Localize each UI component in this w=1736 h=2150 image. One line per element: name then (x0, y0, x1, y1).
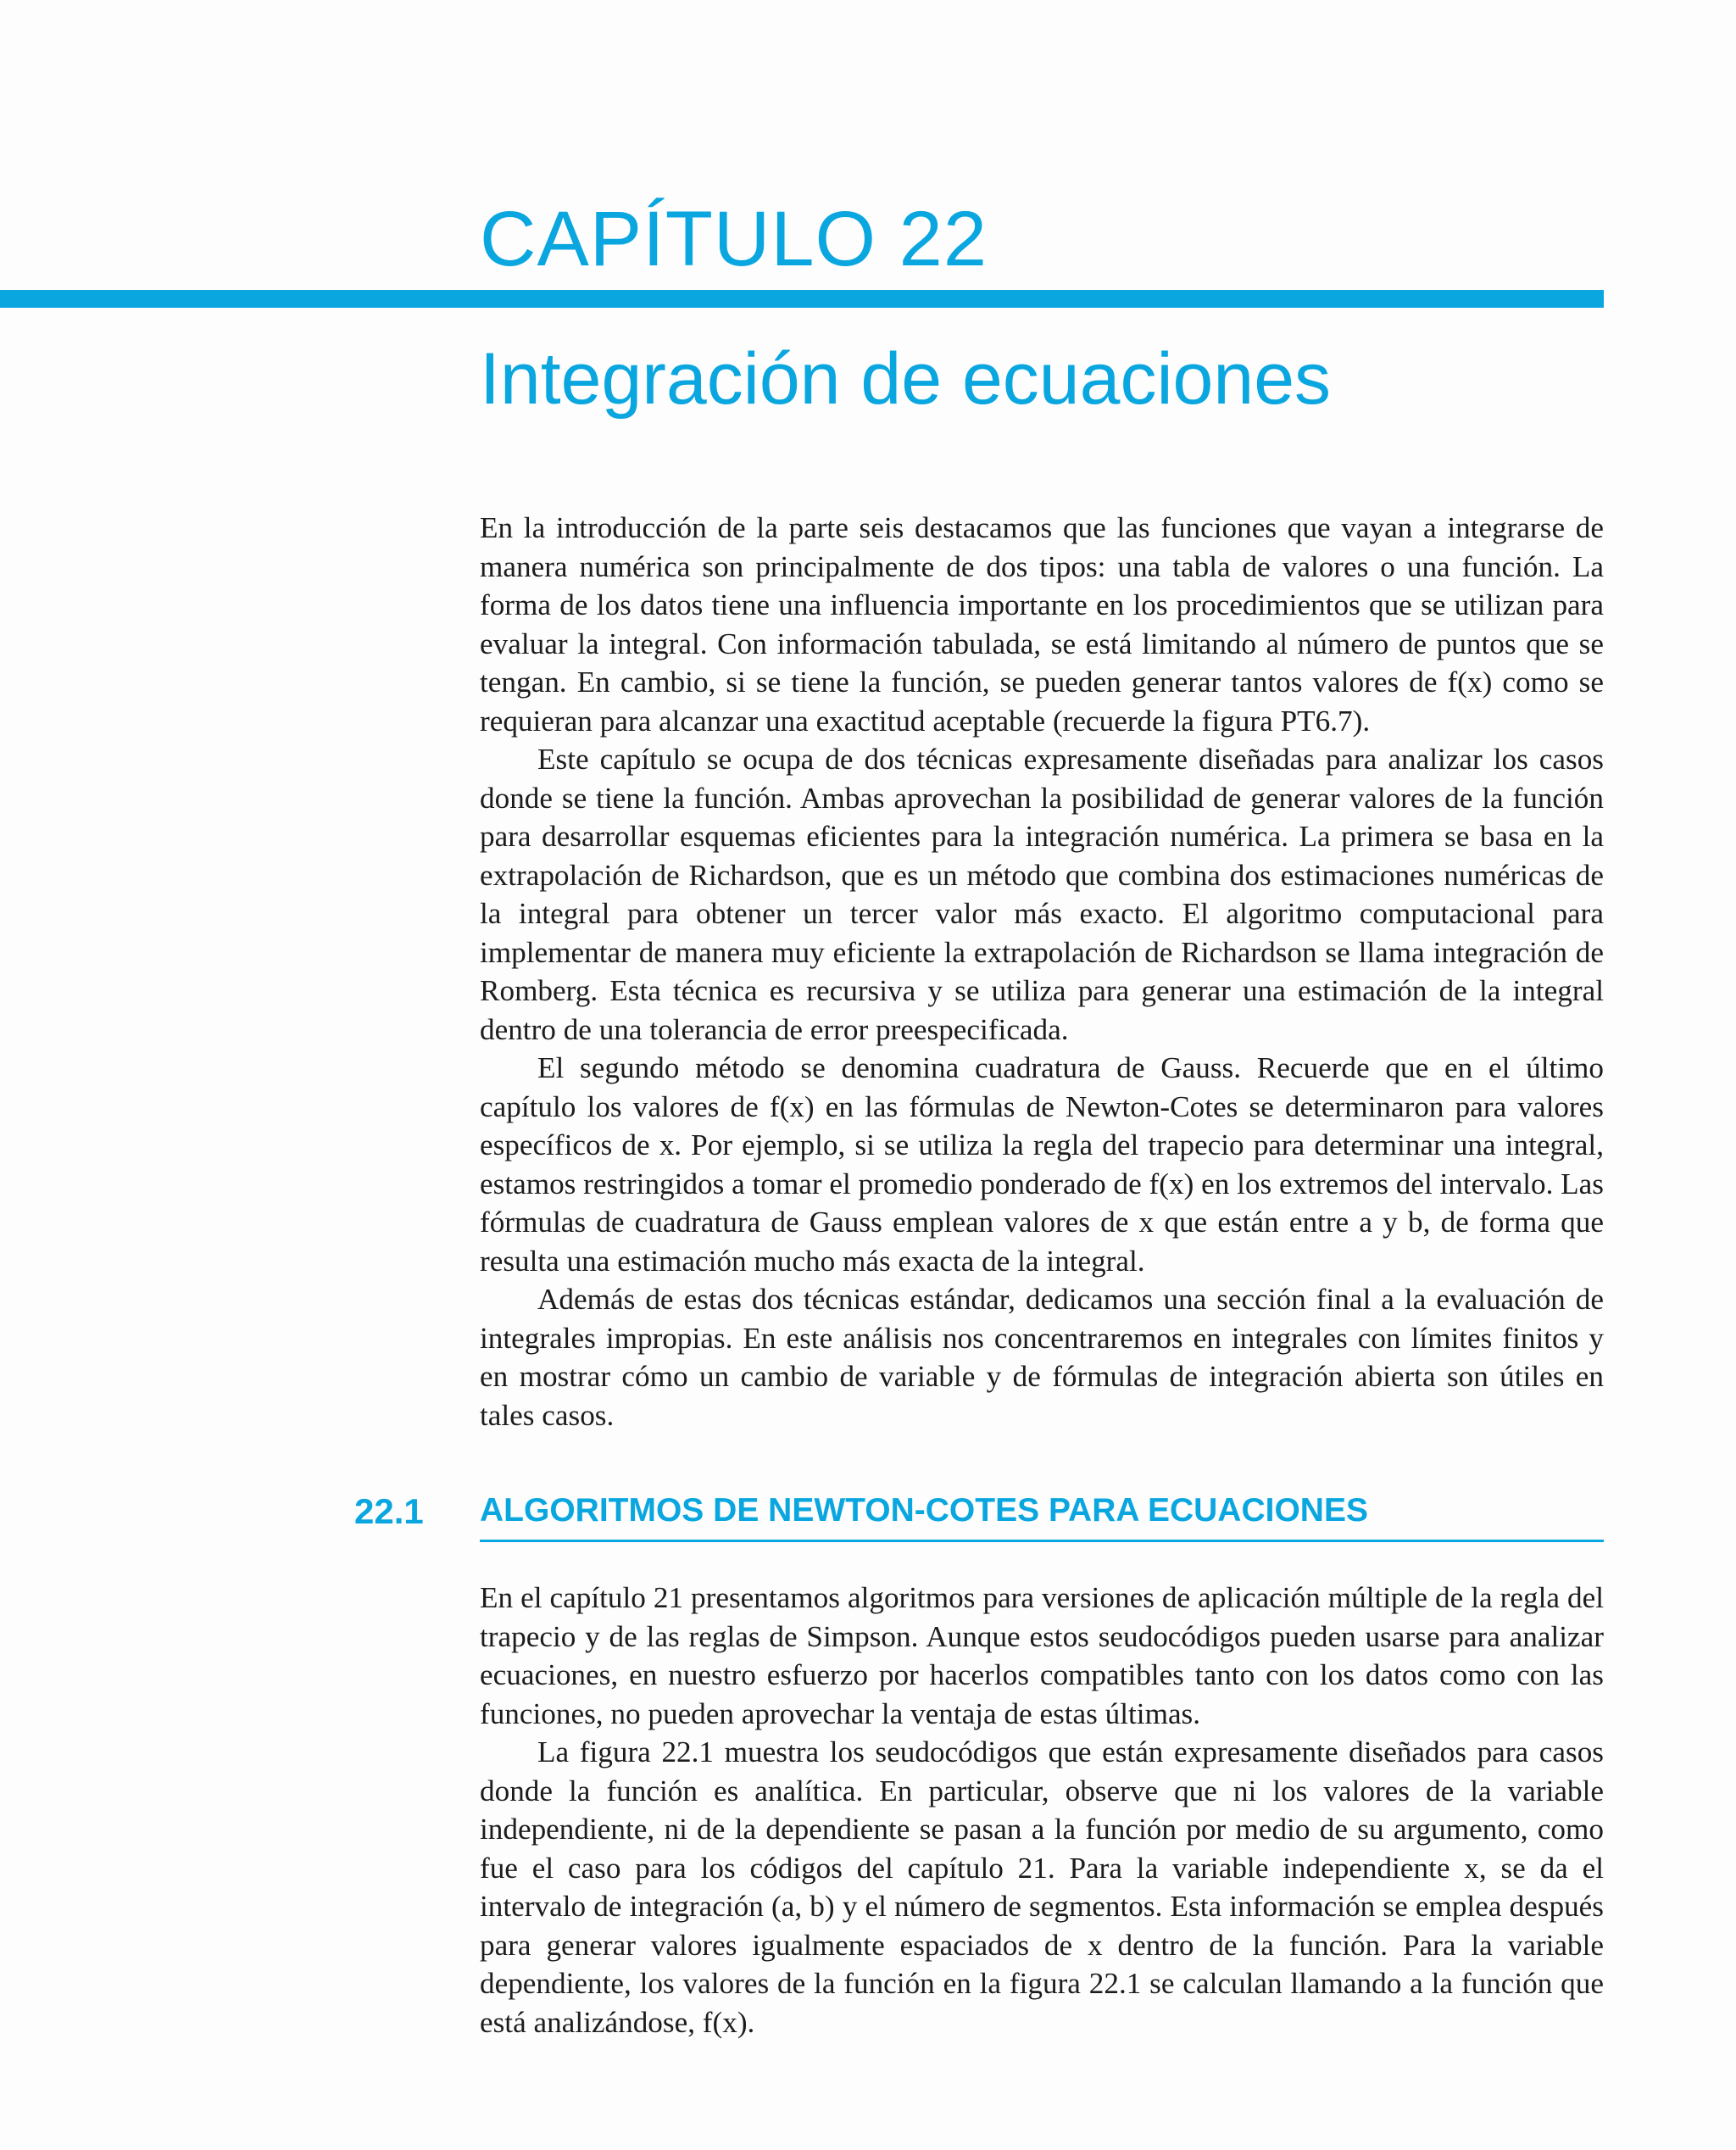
section-paragraph-1: En el capítulo 21 presentamos algoritmos para versiones de aplicación múltiple de la regla del trapecio y de las reglas de Simpson. Aunque estos seudocódigos pueden usarse para analizar ecuaciones, en nuestro esfuerzo por hacerlos compatibles tanto con los datos como con las funciones, no pueden aprovechar la ventaja de estas últimas. (480, 1581, 1604, 1730)
section-text (480, 1579, 1604, 2041)
section-divider (480, 1540, 1604, 1542)
chapter-label: CAPÍTULO 22 (480, 196, 988, 282)
section-number: 22.1 (354, 1491, 424, 1531)
section-paragraph-2: La figura 22.1 muestra los seudocódigos que están expresamente diseñados para casos donde la función es analítica. En particular, observe que ni los valores de la variable independiente, ni de la dependiente se pasan a la función por medio de su argumento, como fue el caso para los códigos del capítulo 21. Para la variable independiente x, se da el intervalo de integración (a, b) y el número de segmentos. Esta información se emplea después para generar valores igualmente espaciados de x dentro de la función. Para la variable dependiente, los valores de la función en la figura 22.1 se calculan llamando a la función que está analizándose, f(x). (480, 1735, 1604, 2039)
intro-paragraph-2: Este capítulo se ocupa de dos técnicas expresamente diseñadas para analizar los casos donde se tiene la función. Ambas aprovechan la posibilidad de generar valores de la función para desarrollar esquemas eficientes para la integración numérica. La primera se basa en la extrapolación de Richardson, que es un método que combina dos estimaciones numéricas de la integral para obtener un tercer valor más exacto. El algoritmo computacional para implementar de manera muy eficiente la extrapolación de Richardson se llama integración de Romberg. Esta técnica es recursiva y se utiliza para generar una estimación de la integral dentro de una tolerancia de error preespecificada. (480, 743, 1604, 1046)
section-title: ALGORITMOS DE NEWTON-COTES PARA ECUACIONES (480, 1492, 1368, 1529)
chapter-title: Integración de ecuaciones (480, 338, 1332, 420)
chapter-divider (0, 290, 1604, 308)
intro-paragraph-4: Además de estas dos técnicas estándar, dedicamos una sección final a la evaluación de integrales impropias. En este análisis nos concentraremos en integrales con límites finitos y en mostrar cómo un cambio de variable y de fórmulas de integración abierta son útiles en tales casos. (480, 1283, 1604, 1432)
intro-text (480, 509, 1604, 1434)
intro-paragraph-3: El segundo método se denomina cuadratura de Gauss. Recuerde que en el último capítulo los valores de f(x) en las fórmulas de Newton-Cotes se determinaron para valores específicos de x. Por ejemplo, si se utiliza la regla del trapecio para determinar una integral, estamos restringidos a tomar el promedio ponderado de f(x) en los extremos del intervalo. Las fórmulas de cuadratura de Gauss emplean valores de x que están entre a y b, de forma que resulta una estimación mucho más exacta de la integral. (480, 1051, 1604, 1278)
intro-paragraph-1: En la introducción de la parte seis destacamos que las funciones que vayan a integrarse de manera numérica son principalmente de dos tipos: una tabla de valores o una función. La forma de los datos tiene una influencia importante en los procedimientos que se utilizan para evaluar la integral. Con información tabulada, se está limitando al número de puntos que se tengan. En cambio, si se tiene la función, se pueden generar tantos valores de f(x) como se requieran para alcanzar una exactitud aceptable (recuerde la figura PT6.7). (480, 511, 1604, 738)
